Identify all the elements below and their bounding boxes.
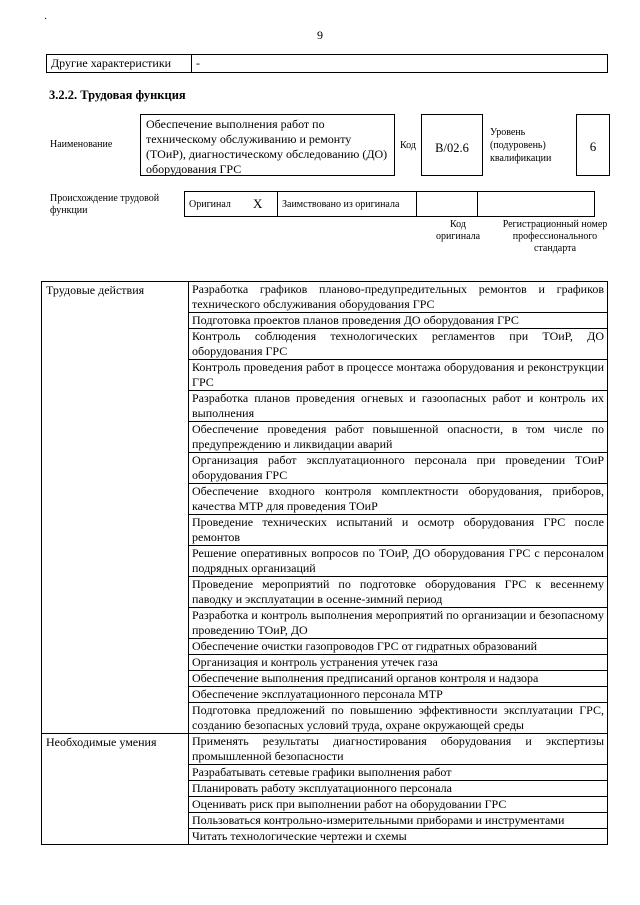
list-item: Оценивать риск при выполнении работ на оборудовании ГРС <box>189 797 608 813</box>
corner-mark: · <box>44 14 48 25</box>
list-item: Организация и контроль устранения утечек газа <box>189 655 608 671</box>
origin-table <box>184 191 595 217</box>
list-item: Подготовка предложений по повышению эффективности эксплуатации ГРС, созданию безопасных условий труда, охране окружающей среды <box>189 703 608 734</box>
origin-label: Происхождение трудовой функции <box>50 193 160 216</box>
code-label: Код <box>400 140 416 151</box>
list-item: Разработка и контроль выполнения мероприятий по организации и безопасному проведению ТОиР, ДО <box>189 608 608 639</box>
table-row <box>42 282 608 313</box>
list-item: Применять результаты диагностирования оборудования и экспертизы промышленной безопасности <box>189 734 608 765</box>
labor-function-table <box>41 281 608 845</box>
origin-code-cell <box>417 192 478 217</box>
origin-original-mark: X <box>249 192 278 217</box>
list-item: Контроль проведения работ в процессе монтажа оборудования и реконструкции ГРС <box>189 360 608 391</box>
origin-code-label: Код оригинала <box>435 219 481 242</box>
other-characteristics-value: - <box>192 55 608 73</box>
qualification-level: 6 <box>576 114 610 176</box>
origin-reg-label: Регистрационный номер профессионального стандарта <box>502 219 608 254</box>
other-characteristics-label: Другие характеристики <box>47 55 192 73</box>
list-item: Контроль соблюдения технологических регламентов при ТОиР, ДО оборудования ГРС <box>189 329 608 360</box>
list-item: Разработка графиков планово-предупредительных ремонтов и графиков технического обслуживания оборудования ГРС <box>189 282 608 313</box>
list-item: Решение оперативных вопросов по ТОиР, ДО оборудования ГРС с персоналом подрядных организаций <box>189 546 608 577</box>
list-item: Подготовка проектов планов проведения ДО оборудования ГРС <box>189 313 608 329</box>
level-label: Уровень (подуровень) квалификации <box>490 127 552 164</box>
list-item: Обеспечение проведения работ повышенной опасности, в том числе по предупреждению и ликвидации аварий <box>189 422 608 453</box>
section-label: Необходимые умения <box>42 734 189 845</box>
list-item: Обеспечение очистки газопроводов ГРС от гидратных образований <box>189 639 608 655</box>
function-code: B/02.6 <box>421 114 483 176</box>
function-name: Обеспечение выполнения работ по техническому обслуживанию и ремонту (ТОиР), диагностическому обследованию (ДО) оборудования ГРС <box>140 114 395 176</box>
origin-original-label: Оригинал <box>185 192 250 217</box>
origin-reg-cell <box>478 192 595 217</box>
list-item: Обеспечение входного контроля комплектности оборудования, приборов, качества МТР для проведения ТОиР <box>189 484 608 515</box>
section-label: Трудовые действия <box>42 282 189 734</box>
list-item: Читать технологические чертежи и схемы <box>189 829 608 845</box>
list-item: Разработка планов проведения огневых и газоопасных работ и контроль их выполнения <box>189 391 608 422</box>
list-item: Организация работ эксплуатационного персонала при проведении ТОиР оборудования ГРС <box>189 453 608 484</box>
list-item: Проведение мероприятий по подготовке оборудования ГРС к весеннему паводку и эксплуатации в осенне-зимний период <box>189 577 608 608</box>
list-item: Планировать работу эксплуатационного персонала <box>189 781 608 797</box>
section-title: 3.2.2. Трудовая функция <box>49 88 186 102</box>
other-characteristics-table <box>46 54 608 73</box>
list-item: Пользоваться контрольно-измерительными приборами и инструментами <box>189 813 608 829</box>
list-item: Обеспечение эксплуатационного персонала МТР <box>189 687 608 703</box>
page-number: 9 <box>317 28 323 42</box>
list-item: Проведение технических испытаний и осмотр оборудования ГРС после ремонтов <box>189 515 608 546</box>
list-item: Обеспечение выполнения предписаний органов контроля и надзора <box>189 671 608 687</box>
list-item: Разрабатывать сетевые графики выполнения работ <box>189 765 608 781</box>
name-label: Наименование <box>50 139 113 150</box>
origin-borrowed-label: Заимствовано из оригинала <box>278 192 417 217</box>
table-row <box>42 734 608 765</box>
